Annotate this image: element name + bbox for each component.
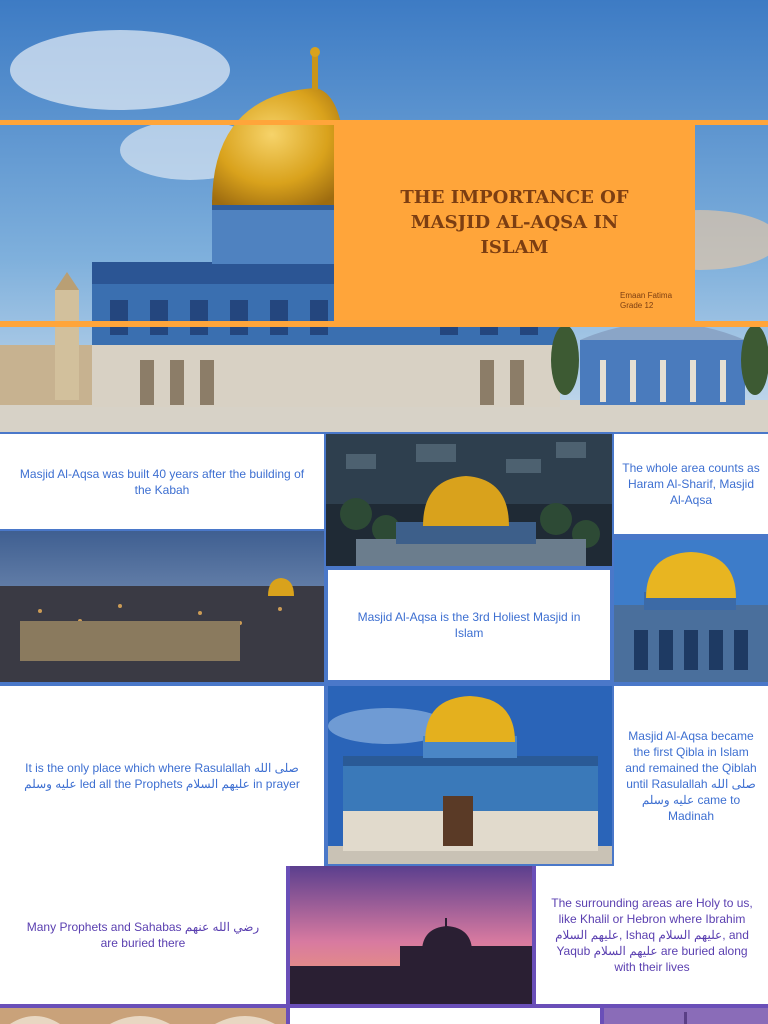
slide-title: THE IMPORTANCE OF MASJID AL-AQSA IN ISLAM [400, 187, 629, 258]
fact-panel-first-qibla [614, 686, 768, 866]
orange-band-bottom [0, 321, 768, 327]
fact-text: Many Prophets and Sahabas رضي الله عنهم are buried there [26, 920, 260, 950]
fact-panel-built-after-kabah [0, 434, 324, 529]
title-card [334, 125, 695, 321]
fact-text: The surrounding areas are Holy to us, like Khalil or Hebron where Ibrahim عليهم السلام, Ishaq عليهم السلام, and Yaqub عليهم السلام are buried along with their lives [551, 896, 753, 974]
fact-text: Masjid Al-Aqsa became the first Qibla in Islam and remained the Qiblah until Rasulallah صلى الله عليه وسلم came to Madinah [625, 729, 757, 823]
fact-text: The whole area counts as Haram Al-Sharif, Masjid Al-Aqsa [622, 461, 760, 507]
grade-label: Grade 12 [620, 301, 654, 310]
fact-panel-haram-al-sharif [614, 434, 768, 534]
photo-dome-closeup [614, 540, 768, 682]
fact-panel-buried-there [0, 866, 286, 1004]
author-name: Emaan Fatima [620, 291, 673, 300]
fact-text: It is the only place which where Rasulallah صلى الله عليه وسلم led all the Prophets عليهم السلام in prayer [24, 761, 300, 791]
fact-panel-led-prophets [0, 686, 324, 866]
photo-dome-hillside [326, 434, 612, 566]
photo-mosque-sunset [290, 866, 532, 1004]
fact-panel-third-holiest [328, 570, 610, 680]
fact-text: Masjid Al-Aqsa is the 3rd Holiest Masjid in Islam [357, 610, 581, 640]
photo-dome-blue-sky [328, 686, 612, 864]
bottom-text-panel-partial [290, 1008, 600, 1024]
fact-panel-surrounding-areas [536, 866, 768, 1004]
photo-partial-right [604, 1008, 768, 1024]
photo-arches-partial [0, 1008, 286, 1024]
fact-text: Masjid Al-Aqsa was built 40 years after the building of the Kabah [19, 466, 305, 497]
photo-jerusalem-city-dusk [0, 531, 324, 682]
